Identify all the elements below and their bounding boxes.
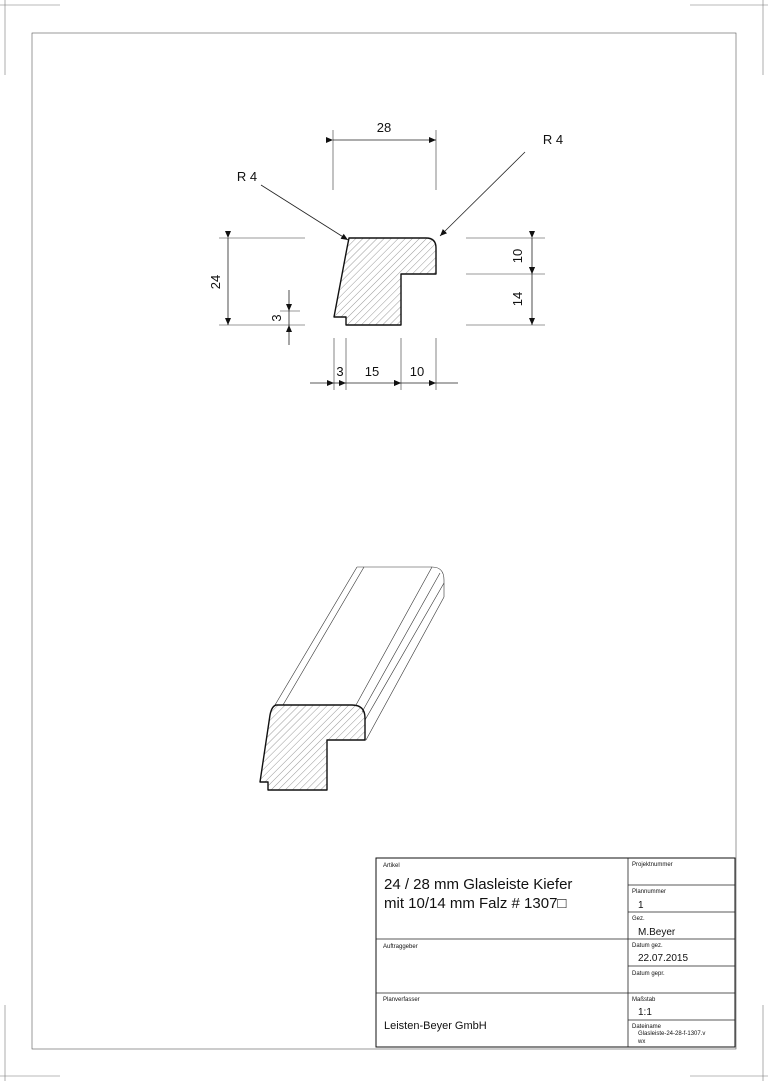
author-value: Leisten-Beyer GmbH xyxy=(384,1020,487,1032)
dim-rebate-bottom: 14 xyxy=(510,291,525,307)
dim-bottom-c: 10 xyxy=(409,364,425,379)
dim-width-top: 28 xyxy=(376,120,392,135)
dim-rebate-top: 10 xyxy=(510,248,525,264)
plan-number-label: Plannummer xyxy=(632,889,667,895)
dim-bottom-b: 15 xyxy=(364,364,380,379)
filename-line2: wx xyxy=(638,1039,646,1045)
author-label: Planverfasser xyxy=(383,997,420,1003)
isometric-view xyxy=(260,567,444,790)
filename-label: Dateiname xyxy=(632,1024,662,1030)
plan-number-value: 1 xyxy=(638,900,644,911)
dim-height-total: 24 xyxy=(208,274,223,290)
dim-bottom-a: 3 xyxy=(336,364,344,379)
filename-line1: Glasleiste-24-28-f-1307.v xyxy=(638,1031,706,1037)
article-label: Artikel xyxy=(383,863,400,869)
dim-offset-bottom: 3 xyxy=(269,314,284,322)
article-title-line1: 24 / 28 mm Glasleiste Kiefer xyxy=(384,876,573,893)
cross-section-profile xyxy=(334,238,436,325)
client-label: Auftraggeber xyxy=(383,944,418,950)
dim-radius-left: R 4 xyxy=(236,169,258,184)
date-drawn-label: Datum gez. xyxy=(632,943,663,949)
scale-value: 1:1 xyxy=(638,1007,652,1018)
iso-front-face xyxy=(260,705,365,790)
date-checked-label: Datum gepr. xyxy=(632,971,665,977)
project-number-label: Projektnummer xyxy=(632,862,673,868)
drawn-by-label: Gez. xyxy=(632,916,645,922)
article-title-line2: mit 10/14 mm Falz # 1307□ xyxy=(384,895,567,912)
scale-label: Maßstab xyxy=(632,997,656,1003)
profile-shape xyxy=(334,238,436,325)
date-drawn-value: 22.07.2015 xyxy=(638,953,689,964)
dim-radius-right: R 4 xyxy=(542,132,564,147)
drawn-by-value: M.Beyer xyxy=(638,927,676,938)
